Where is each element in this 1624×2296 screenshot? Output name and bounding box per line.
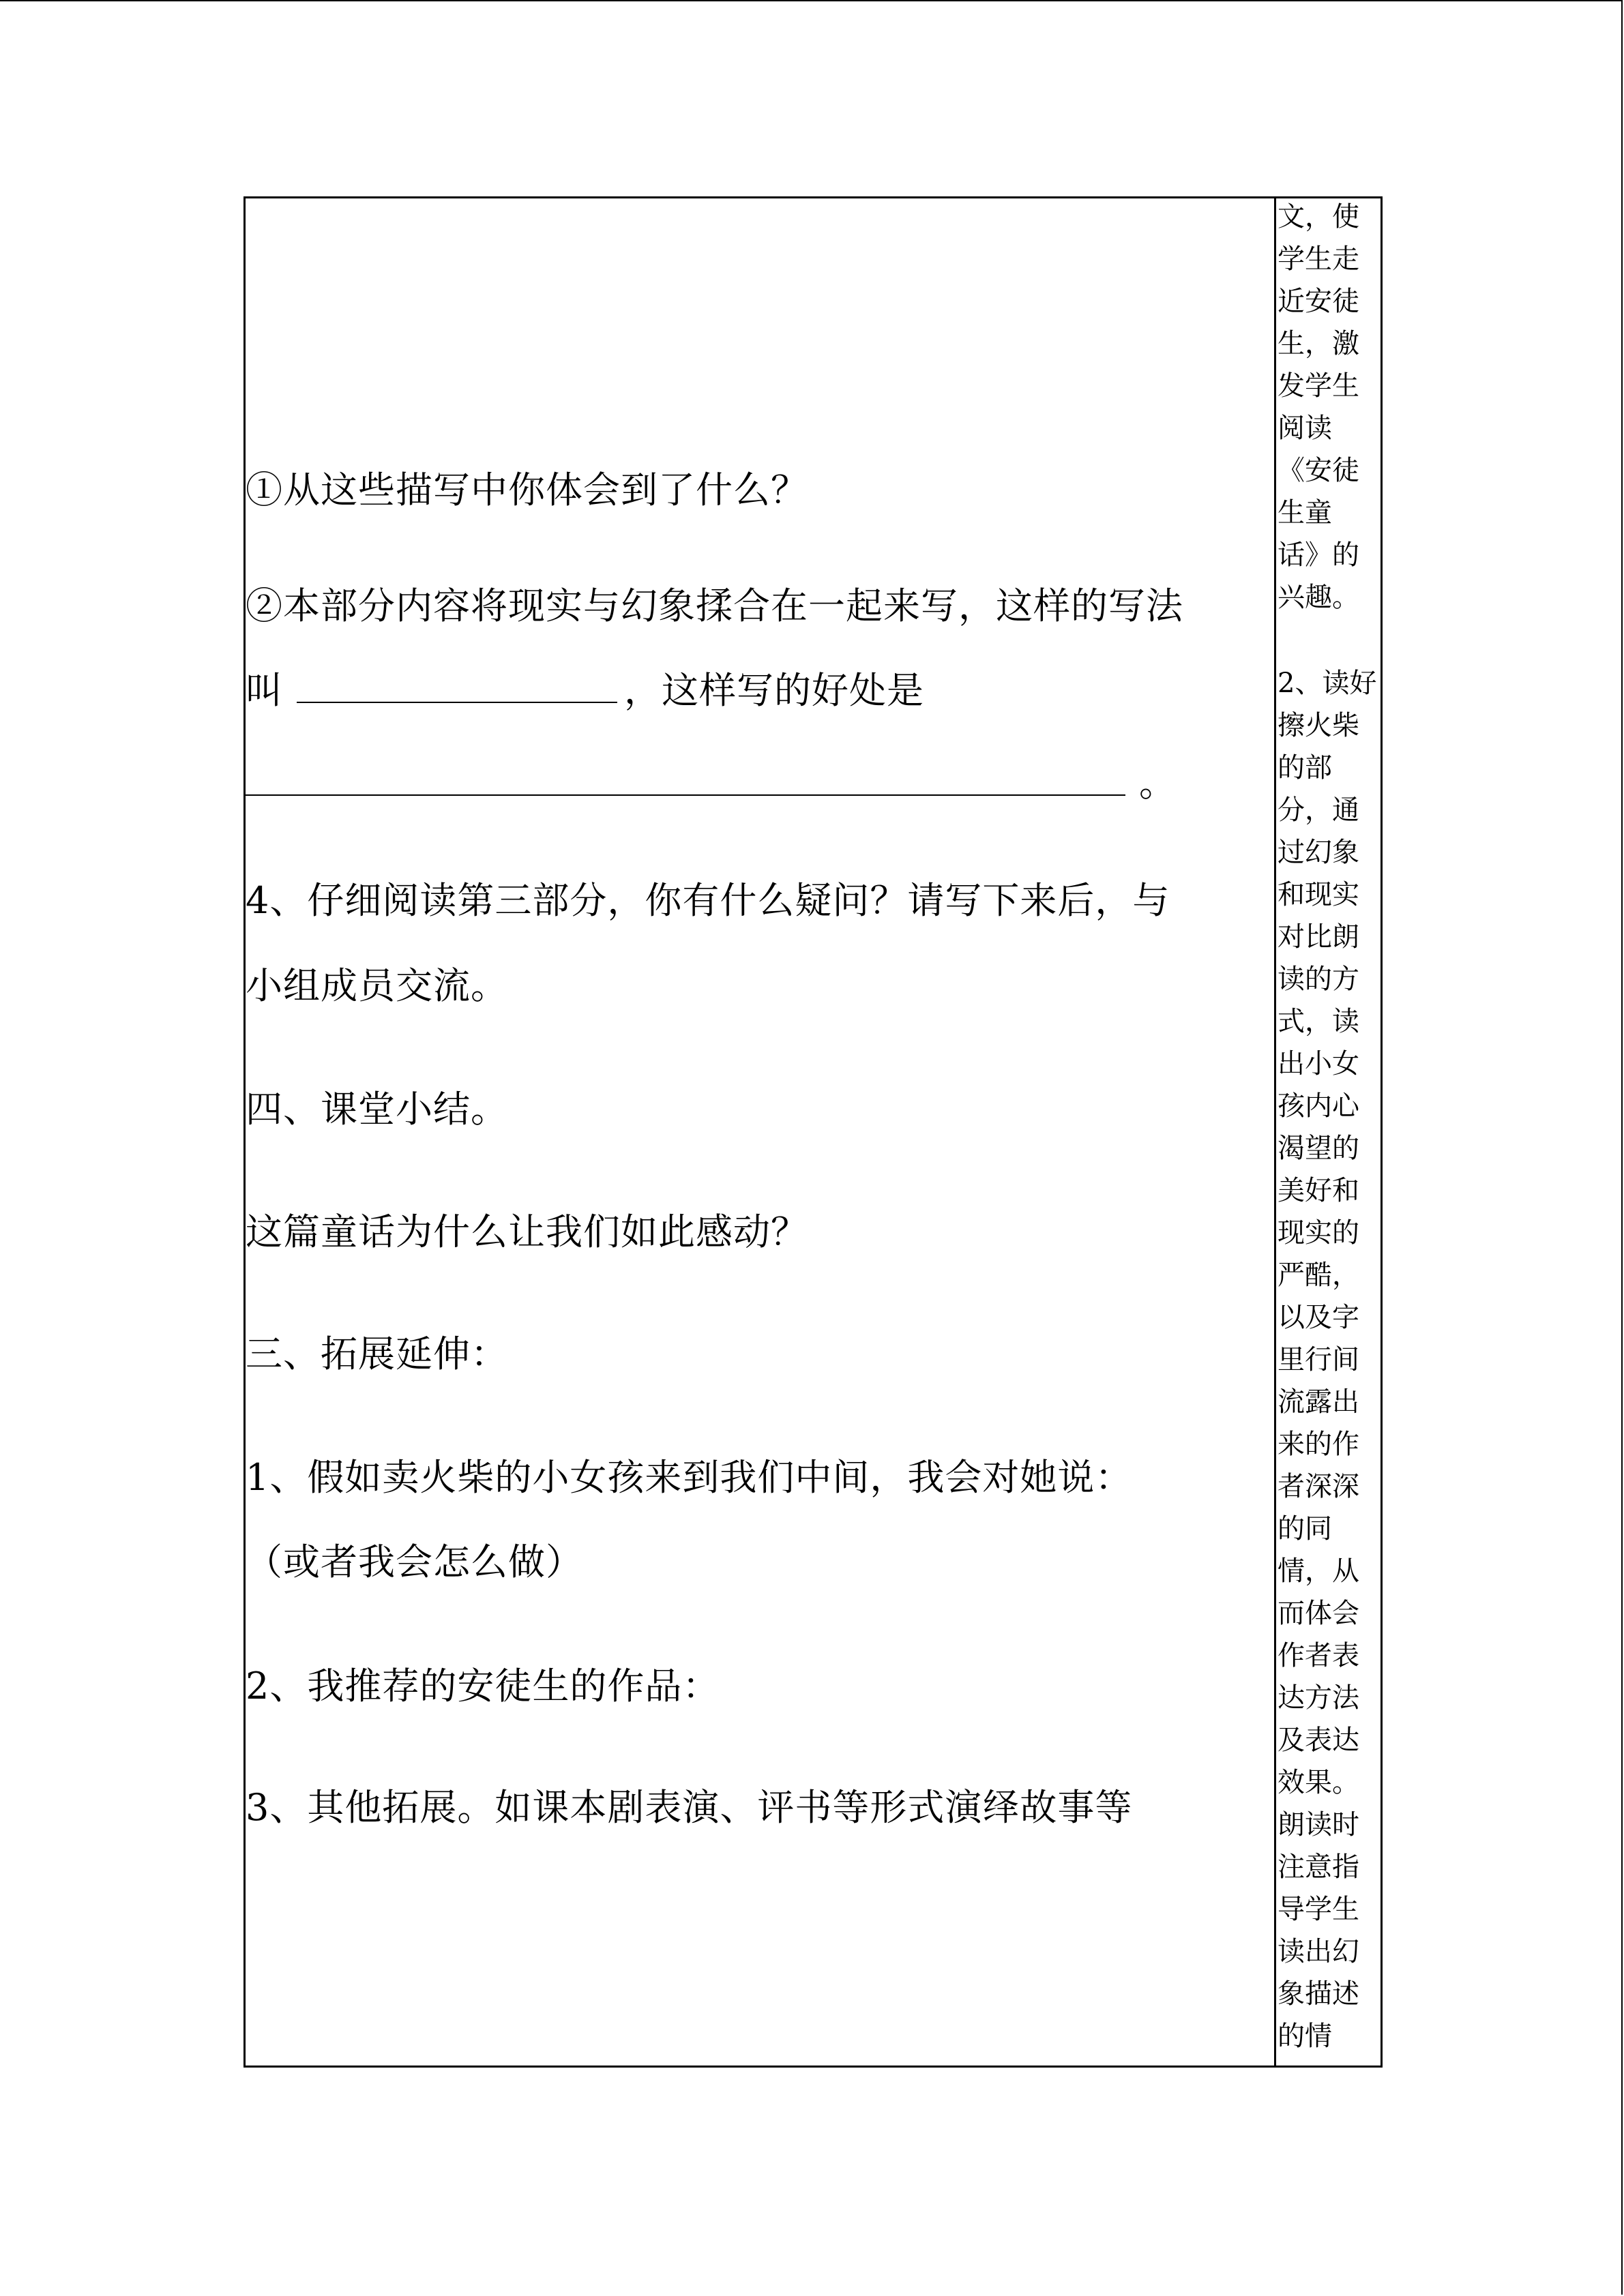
side-note-line: 文，使 <box>1278 201 1359 233</box>
side-note-line: 2、读好 <box>1278 668 1377 699</box>
side-note-line: 现实的 <box>1278 1217 1359 1249</box>
side-note-line: 擦火柴 <box>1278 710 1359 741</box>
side-note-line: 对比朗 <box>1278 921 1359 953</box>
side-note-line: 《安徒 <box>1278 455 1359 486</box>
side-note-line: 情，从 <box>1278 1555 1359 1587</box>
side-note-line: 象描述 <box>1278 1978 1359 2010</box>
side-note-line: 的部 <box>1278 752 1332 784</box>
fill-blank-long[interactable] <box>246 764 1125 796</box>
side-note-line: 者深深 <box>1278 1471 1359 1502</box>
side-note-line: 及表达 <box>1278 1725 1359 1756</box>
fill-blank-short[interactable] <box>297 672 617 703</box>
question-1: ①从这些描写中你体会到了什么？ <box>246 468 808 511</box>
side-note-line: 以及字 <box>1278 1302 1359 1333</box>
side-note-line: 过幻象 <box>1278 837 1359 868</box>
extend-heading: 三、拓展延伸： <box>246 1332 508 1375</box>
column-divider <box>1274 196 1276 2068</box>
question-4-line2: 小组成员交流。 <box>246 964 508 1007</box>
side-note-line: 发学生 <box>1278 370 1359 402</box>
side-note-line: 学生走 <box>1278 243 1359 275</box>
side-note-line: 朗读时 <box>1278 1809 1359 1840</box>
question-2-line1: ②本部分内容将现实与幻象揉合在一起来写，这样的写法 <box>246 584 1183 627</box>
side-note-line: 里行间 <box>1278 1344 1359 1375</box>
side-note-line: 兴趣。 <box>1278 582 1359 613</box>
side-note-line: 出小女 <box>1278 1048 1359 1079</box>
extend-item-2: 2、我推荐的安徒生的作品： <box>246 1665 720 1708</box>
side-note-line: 话》的 <box>1278 539 1359 571</box>
question-2-prefix: 叫 <box>246 669 283 712</box>
side-note-line: 而体会 <box>1278 1598 1359 1629</box>
side-note-line: 美好和 <box>1278 1175 1359 1206</box>
side-note-line: 近安徒 <box>1278 286 1359 317</box>
side-note-line: 达方法 <box>1278 1682 1359 1714</box>
side-note-line: 分，通 <box>1278 794 1359 826</box>
side-note-line: 导学生 <box>1278 1894 1359 1925</box>
side-note-line: 流露出 <box>1278 1386 1359 1418</box>
side-note-line: 渴望的 <box>1278 1133 1359 1164</box>
summary-question: 这篇童话为什么让我们如此感动？ <box>246 1210 808 1253</box>
main-content-cell <box>246 198 1272 2066</box>
side-note-line: 读的方 <box>1278 964 1359 995</box>
side-note-line: 效果。 <box>1278 1767 1359 1798</box>
question-4-line1: 4、仔细阅读第三部分，你有什么疑问？请写下来后，与 <box>246 879 1170 922</box>
extend-item-1-line2: （或者我会怎么做） <box>246 1540 583 1583</box>
side-note-line: 生，激 <box>1278 328 1359 359</box>
extend-item-3: 3、其他拓展。如课本剧表演、评书等形式演绎故事等 <box>246 1786 1133 1829</box>
side-note-line: 阅读 <box>1278 413 1332 444</box>
question-2-mid: ，这样写的好处是 <box>624 669 924 712</box>
side-note-line: 式，读 <box>1278 1006 1359 1037</box>
side-notes-cell <box>1278 198 1380 2066</box>
side-note-line: 孩内心 <box>1278 1090 1359 1122</box>
side-note-line: 作者表 <box>1278 1640 1359 1671</box>
side-note-line: 严酷， <box>1278 1259 1359 1291</box>
summary-heading: 四、课堂小结。 <box>246 1088 508 1131</box>
side-note-line: 生童 <box>1278 497 1332 528</box>
question-2-end: 。 <box>1139 762 1177 805</box>
question-2-line3 <box>246 763 1177 804</box>
side-note-line: 的同 <box>1278 1513 1332 1545</box>
side-note-line: 和现实 <box>1278 879 1359 910</box>
side-note-line: 读出幻 <box>1278 1936 1359 1967</box>
side-note-line: 注意指 <box>1278 1851 1359 1883</box>
side-note-line: 的情 <box>1278 2021 1332 2052</box>
side-note-line: 来的作 <box>1278 1429 1359 1460</box>
extend-item-1-line1: 1、假如卖火柴的小女孩来到我们中间，我会对她说： <box>246 1456 1133 1499</box>
question-2-line2 <box>246 670 924 711</box>
